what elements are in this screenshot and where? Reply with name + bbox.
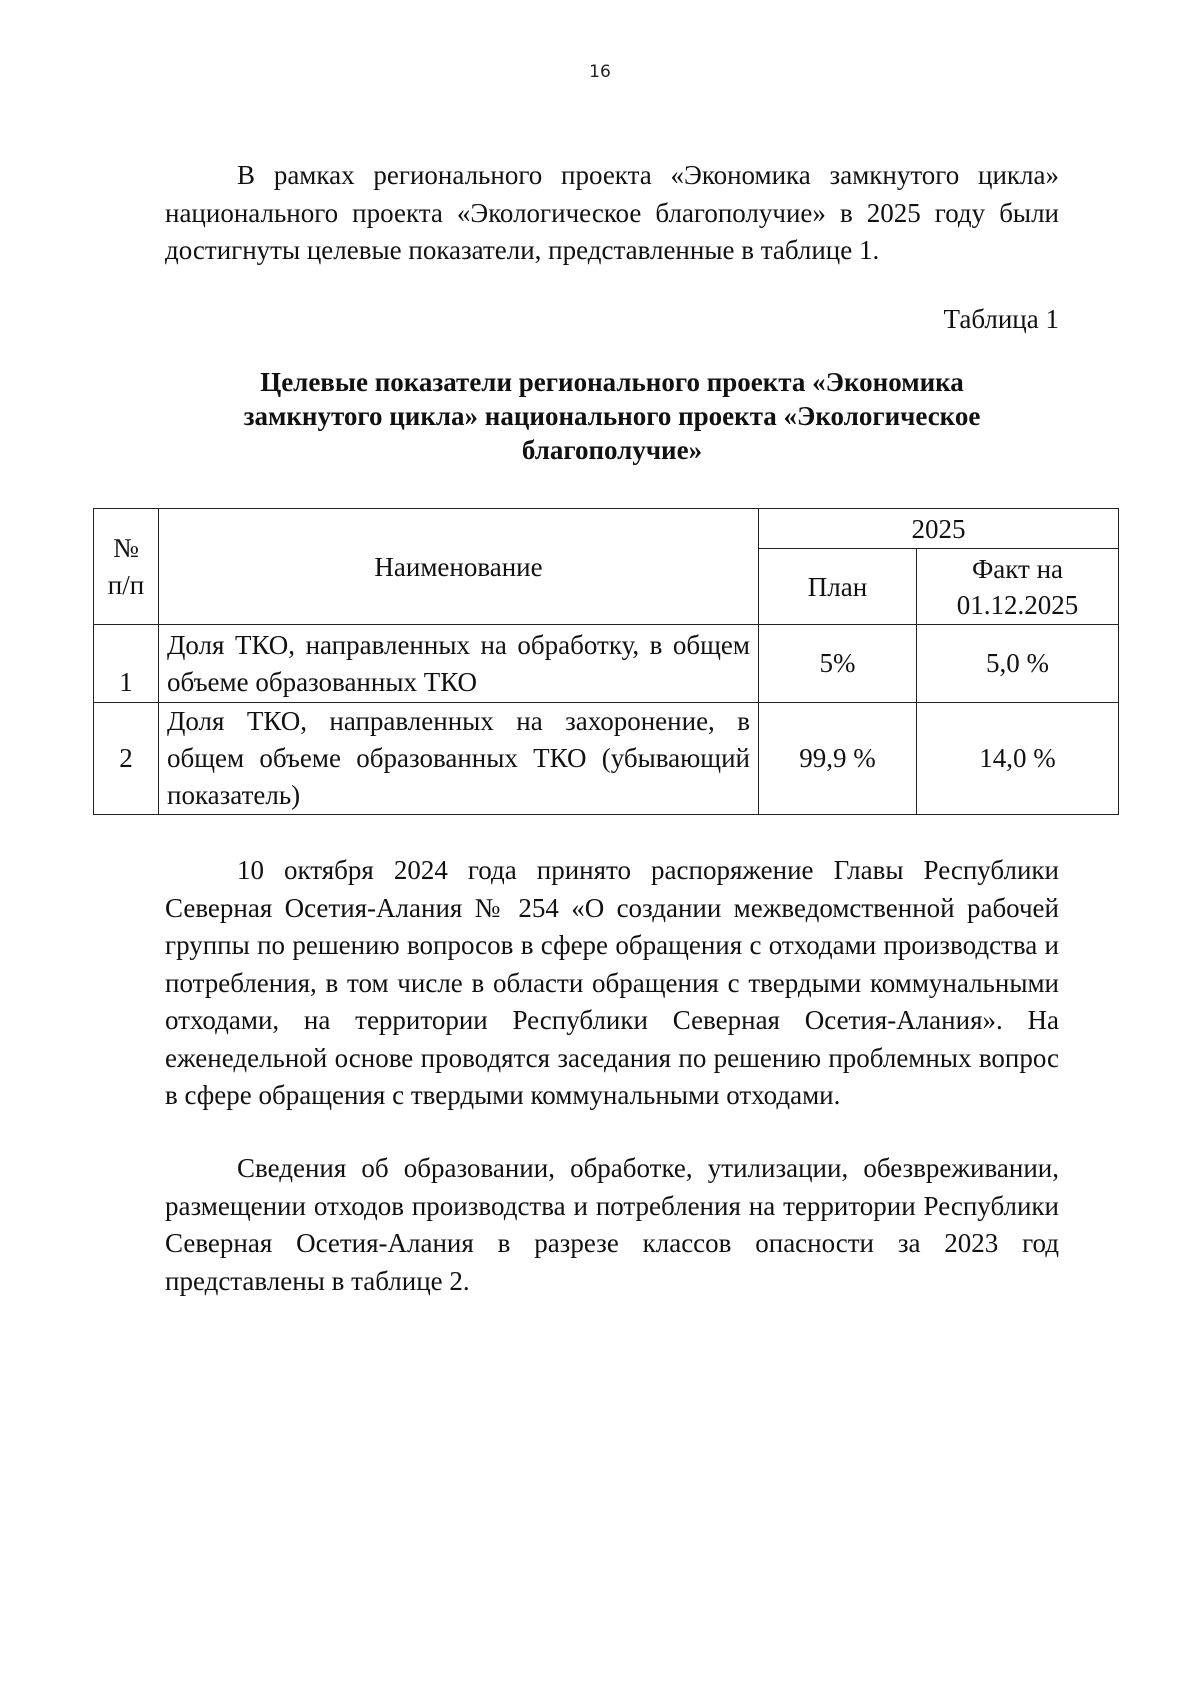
row-plan: 99,9 % xyxy=(759,703,917,815)
header-num: № п/п xyxy=(94,509,159,625)
intro-paragraph-text: В рамках регионального проекта «Экономика замкнутого цикла» национального проекта «Экологическое благополучие» в 2025 году были достигнуты целевые показатели, представленные в таблице 1. xyxy=(165,160,1059,265)
table-caption: Таблица 1 xyxy=(943,304,1059,334)
order-paragraph-text: 10 октября 2024 года принято распоряжение Главы Республики Северная Осетия-Алания № 254 «О создании межведомственной рабочей группы по решению вопросов в сфере обращения с отходами производства и потребления, в том числе в области обращения с твердыми коммунальными отходами, на территории Республики Северная Осетия-Алания». На еженедельной основе проводятся заседания по решению проблемных вопрос в сфере обращения с твердыми коммунальными отходами. xyxy=(165,855,1059,1110)
row-num: 1 xyxy=(94,625,159,703)
row-fact: 5,0 % xyxy=(917,625,1119,703)
info-paragraph xyxy=(165,1150,1059,1300)
table-title xyxy=(165,365,1059,467)
info-paragraph-text: Сведения об образовании, обработке, утилизации, обезвреживании, размещении отходов производства и потребления на территории Республики Северная Осетия-Алания в разрезе классов опасности за 2023 год представлены в таблице 2. xyxy=(165,1153,1059,1296)
indicators-table xyxy=(93,508,1119,815)
order-paragraph xyxy=(165,852,1059,1115)
table-header-row xyxy=(94,509,1119,549)
intro-paragraph xyxy=(165,157,1059,270)
table-row xyxy=(94,625,1119,703)
row-num: 2 xyxy=(94,703,159,815)
row-name: Доля ТКО, направленных на обработку, в общем объеме образованных ТКО xyxy=(159,625,759,703)
header-plan: План xyxy=(759,549,917,625)
table-title-text: Целевые показатели регионального проекта «Экономика замкнутого цикла» национального проекта «Экологическое благополучие» xyxy=(243,367,981,465)
header-name: Наименование xyxy=(159,509,759,625)
page-number: 16 xyxy=(589,62,611,82)
table-row xyxy=(94,703,1119,815)
row-name: Доля ТКО, направленных на захоронение, в общем объеме образованных ТКО (убывающий показатель) xyxy=(159,703,759,815)
row-plan: 5% xyxy=(759,625,917,703)
row-fact: 14,0 % xyxy=(917,703,1119,815)
header-year: 2025 xyxy=(759,509,1119,549)
header-fact: Факт на 01.12.2025 xyxy=(917,549,1119,625)
